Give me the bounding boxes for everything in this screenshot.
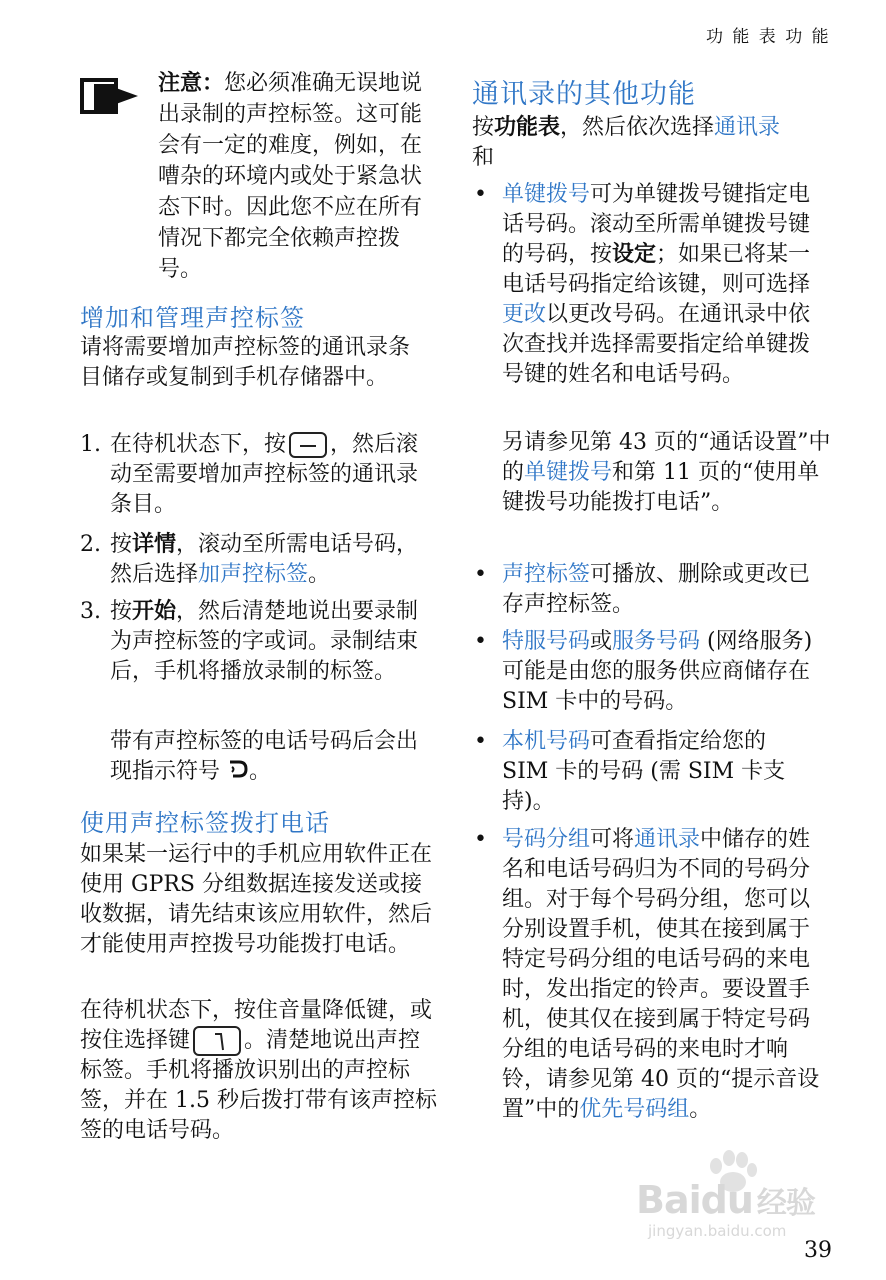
b1p-text-b: 和第 11 页的“使用单键拨号功能拨打电话”。 [502, 460, 820, 515]
b1p-text-a: 另请参见第 43 页的“通话设置”中的 [502, 430, 831, 485]
add-intro: 请将需要增加声控标签的通讯录条目储存或复制到手机存储器中。 [80, 335, 411, 390]
step-3-bold: 开始 [132, 599, 177, 624]
section-title-use-voice-tags: 使用声控标签拨打电话 [80, 809, 330, 837]
use-p2-text-b: 。清楚地说出声控标签。手机将播放识别出的声控标签，并在 1.5 秒后拨打带有该声控标签的电话号码。 [80, 1028, 437, 1143]
watermark [628, 1150, 838, 1240]
bullet-5-marker: • [474, 827, 487, 852]
b1-text-b: ；如果已将某一电话号码指定给该键，则可选择 [502, 242, 811, 297]
other-intro-c: 和 [472, 145, 495, 170]
bullet-speed-dial-seealso [502, 428, 832, 518]
page-number: 39 [804, 1238, 832, 1263]
indicator-note-end: 。 [249, 759, 272, 784]
watermark-cn: 经验 [756, 1186, 815, 1221]
other-intro [472, 113, 822, 173]
link-priority-group[interactable]: 优先号码组 [579, 1097, 690, 1122]
link-add-voice-tag[interactable]: 加声控标签 [198, 562, 309, 587]
watermark-brand [636, 1178, 815, 1222]
step-1 [110, 430, 435, 520]
bullet-4-marker: • [474, 729, 487, 754]
section-title-add-voice-tags: 增加和管理声控标签 [80, 304, 305, 332]
step-3-text-b: ，然后清楚地说出要录制为声控标签的字或词。录制结束后，手机将播放录制的标签。 [110, 599, 419, 684]
b1-bold: 设定 [612, 242, 657, 267]
step-1-number: 1. [80, 432, 101, 457]
link-my-numbers[interactable]: 本机号码 [502, 729, 591, 754]
other-intro-a: 按 [472, 115, 495, 140]
step-2-number: 2. [80, 532, 101, 557]
step-2-text-c: 。 [308, 562, 331, 587]
b5-text-c: 。 [689, 1097, 712, 1122]
note-text [158, 68, 430, 285]
b5-text-a: 可将 [590, 827, 635, 852]
bullet-caller-groups [502, 825, 828, 1125]
link-voice-tags[interactable]: 声控标签 [502, 562, 591, 587]
link-contacts[interactable]: 通讯录 [714, 115, 781, 140]
bullet-voice-tags [502, 560, 824, 620]
section-title-other-functions: 通讯录的其他功能 [472, 79, 696, 110]
link-service-numbers[interactable]: 服务号码 [612, 629, 701, 654]
step-2-bold: 详情 [132, 532, 177, 557]
b4-text-a: 可查看指定给您的 SIM 卡的号码 (需 SIM 卡支持)。 [502, 729, 786, 814]
use-p2-text-a: 在待机状态下，按住音量降低键，或按住选择键 [80, 998, 433, 1053]
step-2-text-b: ，滚动至所需电话号码，然后选择 [110, 532, 419, 587]
indicator-note-text: 带有声控标签的电话号码后会出现指示符号 [110, 729, 419, 784]
note-icon [80, 78, 142, 114]
link-change[interactable]: 更改 [502, 302, 547, 327]
step-2-text-a: 按 [110, 532, 133, 557]
b5-text-b: 中储存的姓名和电话号码归为不同的号码分组。对于每个号码分组，您可以分别设置手机，使其在接到属于特定号码分组的电话号码的来电时，发出指定的铃声。要设置手机，使其仅在接到属于特定号码分组的电话号码的来电时才响铃，请参见第 40 页的“提示音设置”中的 [502, 827, 820, 1122]
use-paragraph-1: 如果某一运行中的手机应用软件正在使用 GPRS 分组数据连接发送或接收数据，请先结束该应用软件，然后才能使用声控拨号功能拨打电话。 [80, 842, 433, 957]
bullet-service-numbers [502, 627, 822, 717]
bullet-speed-dial [502, 180, 824, 390]
b3-or: 或 [590, 629, 613, 654]
b1-text-a: 可为单键拨号键指定电话号码。滚动至所需单键拨号键的号码，按 [502, 182, 811, 267]
bullet-2-marker: • [474, 562, 487, 587]
link-info-numbers[interactable]: 特服号码 [502, 629, 591, 654]
b1-text-c: 以更改号码。在通讯录中依次查找并选择需要指定给单键拨号键的姓名和电话号码。 [502, 302, 811, 387]
selection-key-icon [193, 1026, 241, 1056]
b3-text-a: (网络服务) 可能是由您的服务供应商储存在 SIM 卡中的号码。 [502, 629, 813, 714]
note-label: 注意： [158, 71, 225, 96]
watermark-url: jingyan.baidu.com [648, 1222, 787, 1240]
other-intro-b: ，然后依次选择 [560, 115, 715, 140]
note-body: 您必须准确无误地说出录制的声控标签。这可能会有一定的难度，例如，在嘈杂的环境内或处于紧急状态下时。因此您不应在所有情况下都完全依赖声控拨号。 [158, 71, 423, 282]
step-1-text-a: 在待机状态下，按 [110, 432, 287, 457]
menu-key-icon [289, 432, 327, 458]
step-3 [110, 597, 435, 687]
indicator-note [110, 727, 435, 787]
other-intro-bold: 功能表 [494, 115, 561, 140]
bullet-my-numbers [502, 727, 802, 817]
link-contacts-2[interactable]: 通讯录 [634, 827, 701, 852]
link-caller-groups[interactable]: 号码分组 [502, 827, 591, 852]
link-speed-dial-2[interactable]: 单键拨号 [524, 460, 613, 485]
section-header: 功 能 表 功 能 [706, 27, 831, 47]
step-3-number: 3. [80, 599, 101, 624]
step-3-text-a: 按 [110, 599, 133, 624]
step-2 [110, 530, 420, 590]
step-1-text-b: ，然后滚动至需要增加声控标签的通讯录条目。 [110, 432, 419, 517]
bullet-1-marker: • [474, 182, 487, 207]
use-paragraph-2 [80, 996, 438, 1146]
watermark-brand-text: Baidu [636, 1178, 753, 1222]
link-speed-dial[interactable]: 单键拨号 [502, 182, 591, 207]
bullet-3-marker: • [474, 629, 487, 654]
b2-text-a: 可播放、删除或更改已存声控标签。 [502, 562, 811, 617]
voice-tag-indicator-icon [227, 757, 249, 787]
